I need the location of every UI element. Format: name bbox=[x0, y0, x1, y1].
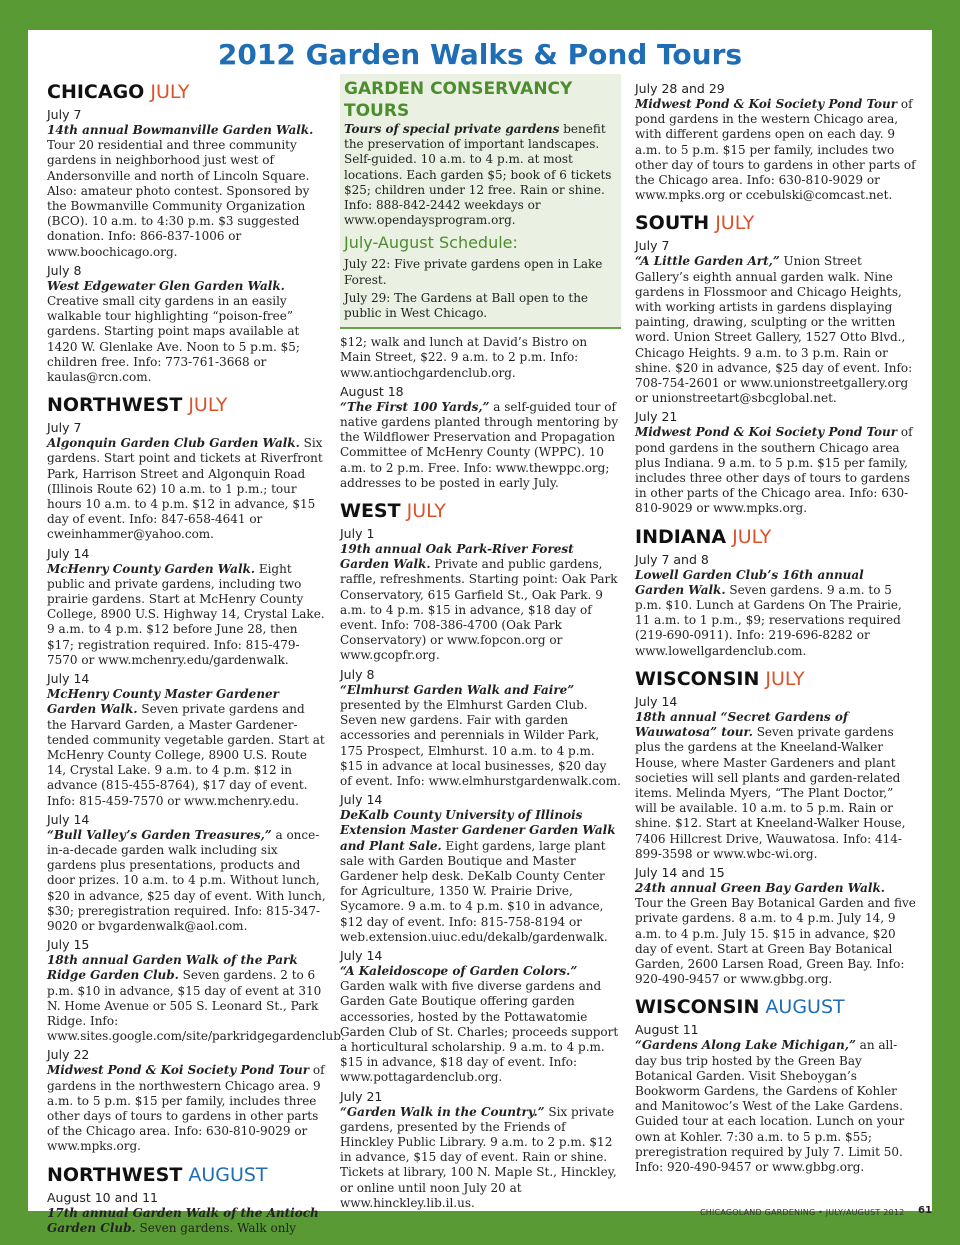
listing-text: 14th annual Bowmanville Garden Walk. Tour 20 residential and three community gardens in neighborhood just west of Andersonville and north of Lincoln Square. Also: amateur photo contest. Sponsored by the Bowmanville Community Organization (BCO). 10 a.m. to 4:30 p.m. $3 suggested donation. Info: 866-837-1006 or www.boochicago.org. bbox=[47, 123, 314, 259]
listing-text: West Edgewater Glen Garden Walk. Creative small city gardens in an easily walkable tour highlighting “poison-free” gardens. Starting point maps available at 1420 W. Glenlake Ave. Noon to 5 p.m. $5; children free. Info: 773-761-3668 or kaulas@rcn.com. bbox=[47, 278, 300, 385]
listing bbox=[47, 812, 328, 934]
listing-date: July 28 and 29 bbox=[635, 81, 725, 96]
listing bbox=[635, 552, 916, 659]
region-section bbox=[635, 211, 916, 516]
listing-text: DeKalb County University of Illinois Extension Master Gardener Garden Walk and Plant Sale. Eight gardens, large plant sale with Garden Boutique and Master Gardener help desk. DeKalb County Center for Agriculture, 1350 W. Prairie Drive, Sycamore. 9 a.m. to 4 p.m. $10 in advance, $12 day of event. Info: 815-758-8194 or web.extension.uiuc.edu/dekalb/gardenwalk. bbox=[340, 808, 616, 944]
listing-text: 19th annual Oak Park-River Forest Garden Walk. Private and public gardens, raffle, refreshments. Starting point: Oak Park Conservatory, 615 Garfield St., Oak Park. 9 a.m. to 4 p.m. $15 in advance, $18 day of event. Info: 708-386-4700 (Oak Park Conservatory) or www.fopcon.org or www.gcopfr.org. bbox=[340, 542, 618, 663]
region-section bbox=[47, 393, 345, 1154]
listing-name: DeKalb County University of Illinois Extension Master Gardener Garden Walk and Plant Sale. bbox=[340, 808, 616, 853]
listing-date: July 14 bbox=[340, 792, 383, 808]
listing-text: 18th annual Garden Walk of the Park Ridge Garden Club. Seven gardens. 2 to 6 p.m. $10 in advance, $15 day of event at 310 N. Home Avenue or 505 S. Leonard St., Park Ridge. Info: www.sites.google.com/site/parkridgegardenclub. bbox=[47, 953, 345, 1044]
listing-name: “Bull Valley’s Garden Treasures,” bbox=[47, 827, 272, 842]
listing bbox=[47, 937, 345, 1044]
listing bbox=[47, 1190, 328, 1236]
region-section bbox=[635, 995, 916, 1175]
listing-text: 17th annual Garden Walk of the Antioch Garden Club. Seven gardens. Walk only bbox=[47, 1205, 319, 1235]
listing-name: “Elmhurst Garden Walk and Faire” bbox=[340, 682, 575, 697]
listing-date: July 14 bbox=[47, 671, 90, 687]
region-heading bbox=[340, 499, 621, 523]
region-section bbox=[340, 499, 621, 1211]
listing-name: McHenry County Master Gardener Garden Walk. bbox=[47, 687, 280, 717]
region-month: JULY bbox=[150, 81, 190, 103]
listing-text: “Bull Valley’s Garden Treasures,” a once-in-a-decade garden walk including six gardens plus presentations, products and door prizes. 10 a.m. to 4 p.m. Without lunch, $20 in advance, $25 day of event. With lunch, $30; preregistration required. Info: 815-347-9020 or bvgardenwalk@aol.com. bbox=[47, 827, 326, 933]
region-month: AUGUST bbox=[765, 996, 845, 1019]
listing-date: July 14 bbox=[340, 947, 383, 963]
listing-name: McHenry County Garden Walk. bbox=[47, 561, 255, 576]
footer: CHICAGOLAND GARDENING • JULY/AUGUST 2012 bbox=[700, 1208, 905, 1217]
listing bbox=[47, 1047, 328, 1154]
listing-text: McHenry County Master Gardener Garden Walk. Seven private gardens and the Harvard Garden, a Master Gardener-tended community vegetable garden. Start at McHenry County College, 8900 U.S. Route 14, Crystal Lake. 9 a.m. to 4 p.m. $12 in advance (815-455-8764), $17 day of event. Info: 815-459-7570 or www.mchenry.edu. bbox=[47, 687, 325, 808]
region-name: WEST bbox=[340, 500, 401, 523]
schedule-item: July 29: The Gardens at Ball open to the public in West Chicago. bbox=[344, 290, 589, 321]
region-section bbox=[47, 1163, 328, 1236]
region-month: JULY bbox=[406, 500, 446, 523]
listing bbox=[340, 526, 621, 664]
listing-name: “A Little Garden Art,” bbox=[635, 254, 780, 269]
listing-date: July 7 bbox=[47, 107, 82, 122]
listing bbox=[340, 384, 621, 491]
listing-date: July 1 bbox=[340, 526, 375, 542]
box-title: GARDEN CONSERVANCY TOURS bbox=[344, 79, 573, 121]
listing-date: July 7 bbox=[635, 238, 670, 254]
listing-name: 18th annual Garden Walk of the Park Ridge Garden Club. bbox=[47, 953, 298, 983]
listing-date: July 7 bbox=[47, 420, 82, 436]
listing bbox=[47, 263, 328, 385]
region-name: CHICAGO bbox=[47, 81, 145, 103]
region-name: INDIANA bbox=[635, 525, 727, 548]
listing-date: August 18 bbox=[340, 383, 404, 399]
column-1 bbox=[47, 74, 345, 1236]
listing bbox=[635, 409, 916, 516]
listing bbox=[340, 948, 621, 1086]
listing-name: 18th annual “Secret Gardens of Wauwatosa” tour. bbox=[635, 709, 848, 740]
listing-date: July 14 bbox=[635, 693, 678, 709]
box-name: Tours of special private gardens bbox=[344, 122, 560, 136]
listing bbox=[340, 667, 621, 789]
region-heading bbox=[635, 995, 916, 1019]
listing bbox=[340, 1089, 621, 1211]
listing-text: Midwest Pond & Koi Society Pond Tour of gardens in the northwestern Chicago area. 9 a.m. to 5 p.m. $15 per family, includes three other days of tours to gardens in other parts of the Chicago area. Info: 630-810-9029 or www.mpks.org. bbox=[47, 1063, 325, 1154]
listing-date: July 7 and 8 bbox=[635, 551, 709, 567]
listing bbox=[340, 792, 621, 945]
listing bbox=[635, 238, 916, 406]
conservancy-box bbox=[340, 74, 621, 329]
region-name: SOUTH bbox=[635, 212, 710, 235]
schedule-title: July-August Schedule: bbox=[344, 233, 518, 253]
listing-text: “A Kaleidoscope of Garden Colors.” Garden walk with five diverse gardens and Garden Gate Boutique offering garden accessories, hosted by the Pottawatomie Garden Club of St. Charles; proceeds support a horticultural scholarship. 9 a.m. to 4 p.m. $15 in advance, $18 day of event. Info: www.pottagardenclub.org. bbox=[340, 963, 619, 1085]
listing-date: July 8 bbox=[340, 666, 375, 682]
listing-text: Midwest Pond & Koi Society Pond Tour of pond gardens in the western Chicago area, with different gardens open on each day. 9 a.m. to 5 p.m. $15 per family, includes two other day of tours to gardens in other parts of the Chicago area. Info: 630-810-9029 or www.mpks.org or ccebulski@comcast.net. bbox=[635, 97, 916, 203]
region-section bbox=[47, 80, 328, 385]
region-name: NORTHWEST bbox=[47, 1163, 183, 1186]
region-month: AUGUST bbox=[188, 1163, 268, 1186]
region-heading bbox=[47, 393, 328, 417]
listing-date: August 10 and 11 bbox=[47, 1189, 158, 1205]
region-heading bbox=[635, 667, 916, 691]
region-section bbox=[635, 525, 916, 659]
listing-name: “The First 100 Yards,” bbox=[340, 399, 490, 414]
listing-text: 18th annual “Secret Gardens of Wauwatosa” tour. Seven private gardens plus the gardens at the Kneeland-Walker House, where Master Gardeners and plant societies will sell plants and garden-related items. Melinda Myers, “The Plant Doctor,” will be available. 10 a.m. to 5 p.m. Rain or shine. $12. Start at Kneeland-Walker House, 7406 Hillcrest Drive, Wauwatosa. Info: 414-899-3598 or www.wbc-wi.org. bbox=[635, 709, 906, 861]
listing bbox=[635, 865, 916, 987]
page-number: 61 bbox=[918, 1205, 932, 1216]
region-heading bbox=[47, 1163, 328, 1187]
listing-date: July 21 bbox=[340, 1088, 383, 1104]
listing bbox=[47, 546, 328, 668]
listing-date: July 14 bbox=[47, 811, 90, 827]
region-heading bbox=[635, 211, 916, 235]
listing bbox=[635, 1022, 916, 1175]
listing-name: 19th annual Oak Park-River Forest Garden Walk. bbox=[340, 542, 574, 572]
listing-date: July 22 bbox=[47, 1047, 90, 1063]
region-month: JULY bbox=[715, 212, 755, 235]
listing bbox=[635, 81, 916, 203]
listing-text: Algonquin Garden Club Garden Walk. Six gardens. Start point and tickets at Riverfront Park, Harrison Street and Algonquin Road (Illinois Route 62) 10 a.m. to 1 p.m.; tour hours 10 a.m. to 4 p.m. $12 in advance, $15 day of event. Info: 847-658-4641 or cweinhammer@yahoo.com. bbox=[47, 436, 323, 542]
listing-text: Lowell Garden Club’s 16th annual Garden Walk. Seven gardens. 9 a.m. to 5 p.m. $10. Lunch at Gardens On The Prairie, 11 a.m. to 1 p.m., $9; reservations required (219-690-0911). Info: 219-696-8282 or www.lowellgardenclub.com. bbox=[635, 567, 902, 658]
listing-name: “A Kaleidoscope of Garden Colors.” bbox=[340, 963, 578, 978]
listing-date: August 11 bbox=[635, 1022, 699, 1038]
listing bbox=[635, 694, 916, 862]
region-heading bbox=[635, 525, 916, 549]
listing-text: “Elmhurst Garden Walk and Faire” presented by the Elmhurst Garden Club. Seven new gardens. Fair with garden accessories and perennials in Wilder Park, 175 Prospect, Elmhurst. 10 a.m. to 4 p.m. $15 in advance at local businesses, $20 day of event. Info: www.elmhurstgardenwalk.com. bbox=[340, 682, 621, 788]
listing-name: Algonquin Garden Club Garden Walk. bbox=[47, 436, 300, 451]
page-title: 2012 Garden Walks & Pond Tours bbox=[217, 38, 743, 71]
region-name: WISCONSIN bbox=[635, 996, 760, 1019]
listing-name: Midwest Pond & Koi Society Pond Tour bbox=[47, 1063, 310, 1078]
listing-text: “Gardens Along Lake Michigan,” an all-day bus trip hosted by the Green Bay Botanical Garden. Visit Sheboygan’s Bookworm Gardens, the Gardens of Kohler and Manitowoc’s West of the Lake Gardens. Guided tour at each location. Lunch on your own at Kohler. 7:30 a.m. to 5 p.m. $55; preregistration required by July 7. Limit 50. Info: 920-490-9457 or www.gbbg.org. bbox=[635, 1038, 905, 1174]
listing-name: “Gardens Along Lake Michigan,” bbox=[635, 1038, 856, 1053]
listing bbox=[47, 107, 328, 260]
listing bbox=[47, 671, 328, 809]
listing-text: Midwest Pond & Koi Society Pond Tour of pond gardens in the southern Chicago area plus Indiana. 9 a.m. to 5 p.m. $15 per family, includes three other days of tours to gardens in other parts of the Chicago area. Info: 630-810-9029 or www.mpks.org. bbox=[635, 425, 913, 516]
region-name: WISCONSIN bbox=[635, 667, 760, 690]
listing-name: Midwest Pond & Koi Society Pond Tour bbox=[635, 425, 898, 440]
continued-text: $12; walk and lunch at David’s Bistro on Main Street, $22. 9 a.m. to 2 p.m. Info: www.antiochgardenclub.org. bbox=[340, 335, 588, 380]
region-month: JULY bbox=[732, 525, 772, 548]
schedule-item: July 22: Five private gardens open in Lake Forest. bbox=[344, 257, 603, 287]
listing-text: McHenry County Garden Walk. Eight public and private gardens, including two prairie gardens. Start at McHenry County College, 8900 U.S. Highway 14, Crystal Lake. 9 a.m. to 4 p.m. $12 before June 28, then $17; registration required. Info: 815-479-7570 or www.mchenry.edu/gardenwalk. bbox=[47, 561, 325, 667]
listing-date: July 21 bbox=[635, 409, 678, 425]
column-2 bbox=[340, 74, 621, 1211]
listing bbox=[47, 420, 328, 542]
listing-date: July 15 bbox=[47, 937, 90, 953]
region-month: JULY bbox=[188, 394, 228, 417]
region-month: JULY bbox=[765, 667, 805, 690]
listing-name: 24th annual Green Bay Garden Walk. bbox=[635, 880, 885, 895]
listing-date: July 8 bbox=[47, 262, 82, 278]
listing-text: “A Little Garden Art,” Union Street Gallery’s eighth annual garden walk. Nine gardens in Flossmoor and Chicago Heights, with working artists in gardens displaying painting, drawing, sculpting or the written word. Union Street Gallery, 1527 Otto Blvd., Chicago Heights. 9 a.m. to 3 p.m. Rain or shine. $20 in advance, $25 day of event. Info: 708-754-2601 or www.unionstreetgallery.org or unionstreetart@sbcglobal.net. bbox=[635, 254, 913, 406]
region-section bbox=[635, 667, 916, 987]
listing-name: Lowell Garden Club’s 16th annual Garden Walk. bbox=[635, 567, 864, 597]
listing-date: July 14 and 15 bbox=[635, 864, 725, 880]
listing-name: 17th annual Garden Walk of the Antioch Garden Club. bbox=[47, 1205, 319, 1235]
region-heading bbox=[47, 80, 328, 104]
listing-name: “Garden Walk in the Country.” bbox=[340, 1104, 545, 1119]
column-3 bbox=[635, 78, 916, 1175]
listing-name: West Edgewater Glen Garden Walk. bbox=[47, 278, 285, 293]
box-text: Tours of special private gardens benefit the preservation of important landscapes. Self-guided. 10 a.m. to 4 p.m. at most locations. Each garden $5; book of 6 tickets $25; children under 12 free. Rain or shine. Info: 888-842-2442 weekdays or www.opendaysprogram.org. bbox=[344, 122, 612, 228]
listing-text: “The First 100 Yards,” a self-guided tour of native gardens planted through mentoring by the Wildflower Preservation and Propagation Committee of McHenry County (WPPC). 10 a.m. to 2 p.m. Free. Info: www.thewppc.org; addresses to be posted in early July. bbox=[340, 399, 619, 490]
listing-name: 14th annual Bowmanville Garden Walk. bbox=[47, 123, 314, 137]
listing-name: Midwest Pond & Koi Society Pond Tour bbox=[635, 97, 898, 111]
listing-date: July 14 bbox=[47, 545, 90, 561]
listing-text: 24th annual Green Bay Garden Walk. Tour the Green Bay Botanical Garden and five private gardens. 8 a.m. to 4 p.m. July 14, 9 a.m. to 4 p.m. July 15. $15 in advance, $20 day of event. Start at Green Bay Botanical Garden, 2600 Larsen Road, Green Bay. Info: 920-490-9457 or www.gbbg.org. bbox=[635, 880, 916, 987]
region-name: NORTHWEST bbox=[47, 394, 183, 417]
listing-text: “Garden Walk in the Country.” Six private gardens, presented by the Friends of Hinckley Public Library. 9 a.m. to 2 p.m. $12 in advance, $15 day of event. Rain or shine. Tickets at library, 100 N. Maple St., Hinckley, or online until noon July 20 at www.hinckley.lib.il.us. bbox=[340, 1104, 617, 1210]
